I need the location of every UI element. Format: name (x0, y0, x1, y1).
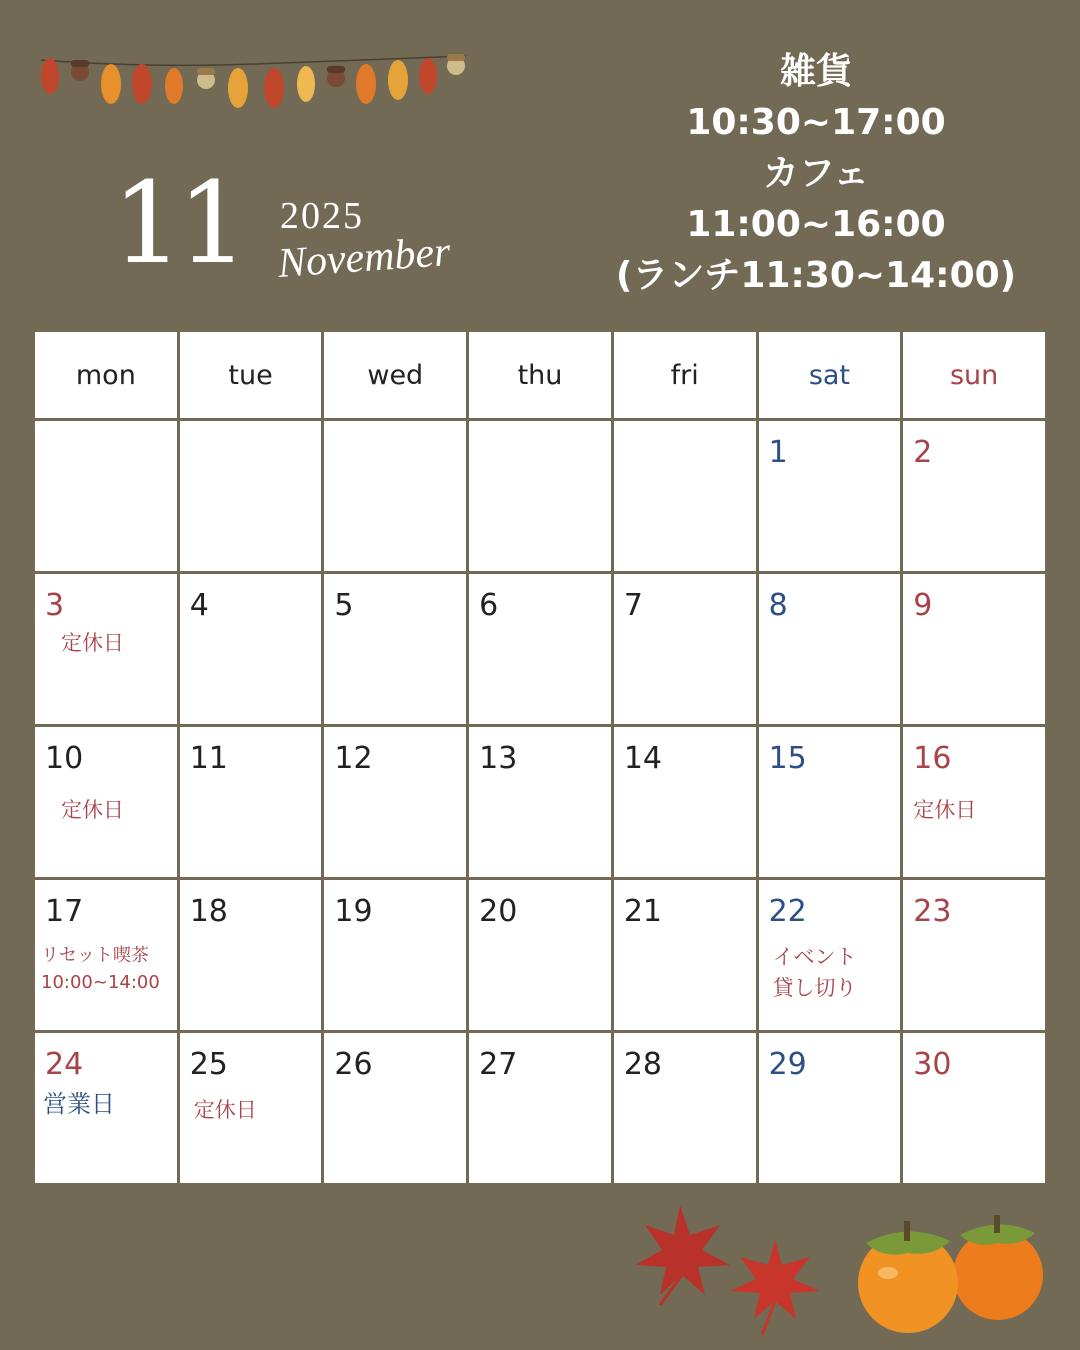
closed-day-note: 定休日 (61, 798, 124, 822)
day-number: 21 (623, 894, 663, 929)
day-number: 6 (479, 588, 499, 623)
day-cell-25 (180, 1033, 322, 1183)
weekday-sun: sun (903, 332, 1045, 418)
business-hours (600, 46, 1032, 301)
day-cell-4 (180, 574, 322, 724)
day-number: 15 (768, 741, 807, 776)
open-day-note: 営業日 (43, 1090, 115, 1118)
day-cell-30 (903, 1033, 1045, 1183)
day-cell-11 (180, 727, 322, 877)
autumn-decoration (630, 1195, 1050, 1340)
weekday-mon: mon (35, 332, 177, 418)
day-cell-2 (903, 421, 1045, 571)
day-cell-empty (469, 421, 611, 571)
day-number: 14 (623, 741, 663, 776)
day-number: 25 (189, 1047, 228, 1082)
event-note (41, 942, 160, 996)
day-number: 1 (768, 435, 788, 470)
event-note-title: リセット喫茶 (41, 945, 149, 966)
day-cell-13 (469, 727, 611, 877)
day-cell-14 (614, 727, 756, 877)
day-number: 17 (45, 894, 84, 929)
day-cell-22 (759, 880, 901, 1030)
day-number: 12 (334, 741, 373, 776)
day-number: 22 (768, 894, 807, 929)
day-cell-21 (614, 880, 756, 1030)
day-number: 26 (334, 1047, 373, 1082)
hours-cafe-time: 11:00~16:00 (686, 204, 946, 245)
day-cell-empty (614, 421, 756, 571)
day-cell-empty (324, 421, 466, 571)
day-number: 5 (334, 588, 354, 623)
day-cell-3 (35, 574, 177, 724)
day-number: 2 (913, 435, 933, 470)
event-note-time: 10:00~14:00 (41, 972, 160, 993)
hours-zakka-time: 10:30~17:00 (686, 102, 946, 143)
closed-day-note: 定休日 (61, 631, 124, 655)
day-number: 20 (479, 894, 518, 929)
day-number: 4 (189, 588, 209, 623)
day-cell-26 (324, 1033, 466, 1183)
day-cell-19 (324, 880, 466, 1030)
day-number: 7 (623, 588, 643, 623)
hours-lunch-time: (ランチ11:30~14:00) (615, 255, 1017, 296)
day-number: 27 (479, 1047, 518, 1082)
day-cell-16 (903, 727, 1045, 877)
day-number: 9 (913, 588, 933, 623)
calendar-grid (35, 332, 1045, 1183)
weekday-sat: sat (759, 332, 901, 418)
day-cell-24 (35, 1033, 177, 1183)
closed-day-note: 定休日 (913, 798, 977, 822)
hours-cafe-label: カフェ (762, 153, 870, 194)
persimmon-icon (858, 1221, 958, 1333)
day-number: 24 (45, 1047, 84, 1082)
day-number: 18 (189, 894, 228, 929)
day-number: 10 (45, 741, 84, 776)
weekday-wed: wed (324, 332, 466, 418)
day-cell-8 (759, 574, 901, 724)
day-cell-20 (469, 880, 611, 1030)
day-number: 11 (189, 741, 228, 776)
day-cell-23 (903, 880, 1045, 1030)
closed-day-note: 定休日 (193, 1098, 257, 1122)
garland-decoration (36, 40, 476, 120)
month-number: 11 (112, 159, 243, 289)
day-cell-6 (469, 574, 611, 724)
day-cell-7 (614, 574, 756, 724)
day-cell-27 (469, 1033, 611, 1183)
day-cell-15 (759, 727, 901, 877)
day-number: 30 (913, 1047, 952, 1082)
day-cell-9 (903, 574, 1045, 724)
day-number: 16 (913, 741, 952, 776)
day-number: 13 (479, 741, 518, 776)
year-label: 2025 (280, 195, 364, 237)
day-number: 23 (913, 894, 952, 929)
hours-zakka-label: 雑貨 (779, 51, 852, 92)
event-note-title: イベント (772, 945, 857, 969)
weekday-tue: tue (180, 332, 322, 418)
event-note-detail: 貸し切り (772, 976, 857, 1000)
day-number: 19 (334, 894, 373, 929)
day-cell-29 (759, 1033, 901, 1183)
weekday-thu: thu (469, 332, 611, 418)
day-cell-10 (35, 727, 177, 877)
day-number: 3 (45, 588, 65, 623)
maple-leaf-icon (730, 1240, 820, 1335)
day-cell-1 (759, 421, 901, 571)
day-cell-12 (324, 727, 466, 877)
maple-leaf-icon (635, 1205, 730, 1305)
event-note (773, 942, 857, 1004)
day-cell-18 (180, 880, 322, 1030)
day-cell-empty (180, 421, 322, 571)
persimmon-icon (953, 1215, 1043, 1320)
day-cell-5 (324, 574, 466, 724)
day-cell-17 (35, 880, 177, 1030)
day-number: 8 (768, 588, 788, 623)
weekday-fri: fri (614, 332, 756, 418)
month-name: November (276, 229, 452, 287)
day-cell-empty (35, 421, 177, 571)
day-number: 28 (623, 1047, 663, 1082)
day-cell-28 (614, 1033, 756, 1183)
day-number: 29 (768, 1047, 807, 1082)
